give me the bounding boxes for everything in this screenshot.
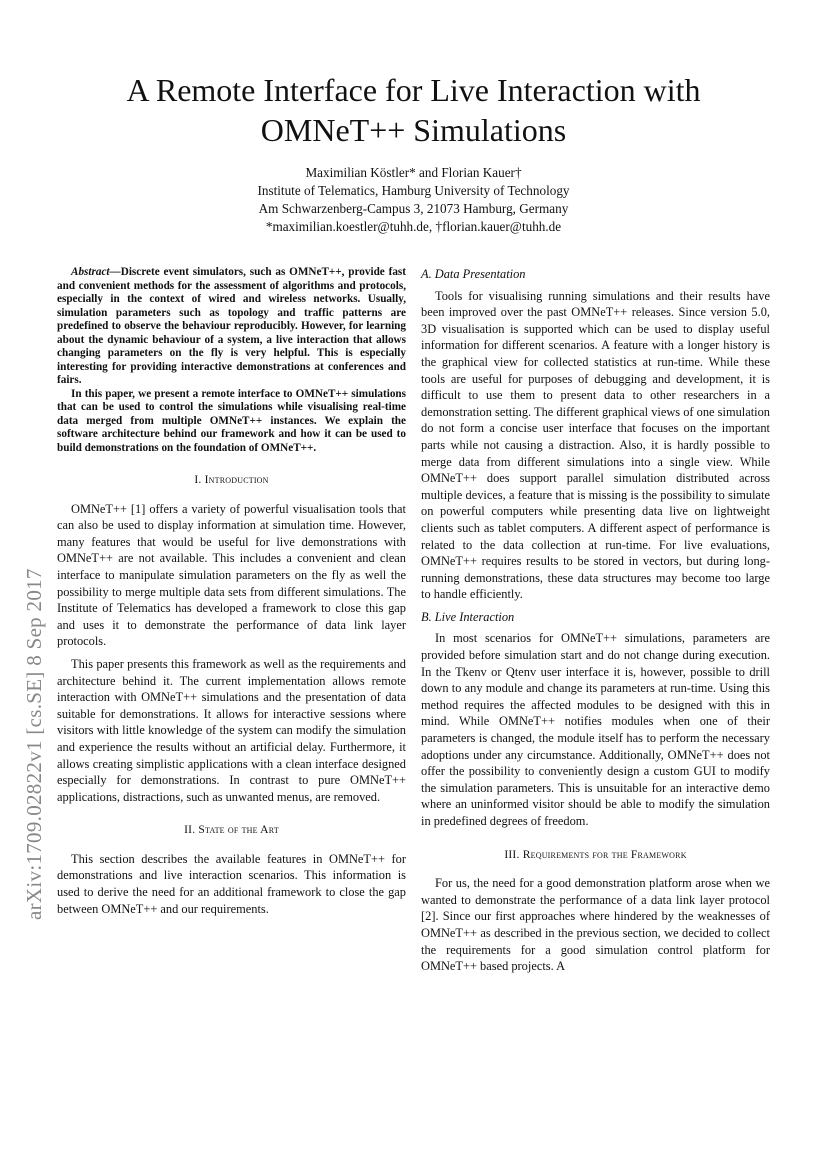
author-affiliation: Institute of Telematics, Hamburg University of Technology (257, 183, 570, 198)
intro-paragraph-2: This paper presents this framework as well as the requirements and architecture behind it. The current implementation allows remote interaction with OMNeT++ simulations and the presentation of data suitable for demonstrations. It allows for interactive sessions where visitors with little knowledge of the system can modify the simulation and experience the results without an artificial delay. Furthermore, it allows creating simplistic applications with a clean interface designed especially for demonstrations. In contrast to pure OMNeT++ applications, distractions, such as unwanted menus, are removed. (57, 656, 406, 804)
state-paragraph-1: This section describes the available features in OMNeT++ for demonstrations and live interaction scenarios. This information is used to derive the need for an additional framework to close the gap between OMNeT++ and our requirements. (57, 851, 406, 916)
live-interaction-paragraph: In most scenarios for OMNeT++ simulations, parameters are provided before simulation start and do not change during execution. In the Tkenv or Qtenv user interface it is, however, possible to drill down to any module and change its parameters at run-time. Using this method requires the affected modules to be designed with this in mind. While OMNeT++ notifies modules when one of their parameters is changed, the module itself has to perform the necessary adoptions under any circumstance. Additionally, OMNeT++ does not offer the possibility to conveniently design a custom GUI to modify the simulation parameters. This is unsuitable for an interactive demo where an uninformed visitor should be able to modify the simulation in predefined degrees of freedom. (421, 631, 770, 828)
section-heading-introduction: I. Introduction (194, 473, 269, 486)
author-emails: *maximilian.koestler@tuhh.de, †florian.kauer@tuhh.de (265, 219, 562, 234)
author-block (100, 164, 727, 236)
subsection-heading-live-interaction: B. Live Interaction (421, 609, 515, 624)
data-presentation-paragraph: Tools for visualising running simulations and their results have been improved over the past OMNeT++ releases. Since version 5.0, 3D visualisation is supported which can be used to display useful information for different scenarios. A feature with a longer history is the graphical view for collected statistics at run-time. While these tools are useful for purposes of debugging and development, it is difficult to use them to present data to other researchers in a demonstration setting. The different graphical views of one simulation do not form a concise user interface that focuses on the important parts while not causing a distraction. Also, it is hardly possible to merge data from different simulations into a single view. While OMNeT++ does support parallel simulation distributed across multiple devices, a feature that is missing is the possibility to simulate on powerful computers while presenting data live on lightweight clients such as tablet computers. A different aspect of performance is related to the data collection at run-time. For live evaluations, OMNeT++ requires results to be stored in vectors, but during long-running demonstrations, these data structures may become too large to handle efficiently. (421, 288, 770, 602)
intro-paragraph-1: OMNeT++ [1] offers a variety of powerful visualisation tools that can also be used to display information at simulation time. However, many features that would be useful for live demonstrations with OMNeT++ are not available. This includes a convenient and clean interface to manipulate simulation parameters on the fly as well the possibility to merge multiple data sets from different simulations. The Institute of Telematics has developed a framework to close this gap and uses it to demonstrate the performance of data link layer protocols. (57, 501, 406, 649)
right-column (421, 266, 770, 975)
abstract-paragraph-2: In this paper, we present a remote interface to OMNeT++ simulations that can be used to control the simulations while visualising real-time data merged from multiple OMNeT++ instances. We explain the software architecture behind our framework and how it can be used to build demonstrations on the foundation of OMNeT++. (57, 387, 406, 454)
author-names: Maximilian Köstler* and Florian Kauer† (305, 165, 522, 180)
section-heading-state-of-the-art: II. State of the Art (184, 823, 279, 837)
abstract-text-1: Discrete event simulators, such as OMNeT++, provide fast and convenient methods for the assessment of algorithms and protocols, especially in the context of wired and wireless networks. Usually, simulation parameters such as topology and traffic patterns are predefined to observe the behaviour reproducibly. However, for learning about the dynamic behaviour of a system, a live interaction that allows changing parameters on the fly is very helpful. This is especially interesting for providing interactive demonstrations at conferences and fairs. (57, 266, 406, 386)
section-heading-requirements: III. Requirements for the Framework (504, 847, 687, 861)
abstract (57, 266, 406, 455)
left-column (57, 266, 406, 917)
subsection-heading-data-presentation: A. Data Presentation (421, 267, 526, 281)
arxiv-stamp: arXiv:1709.02822v1 [cs.SE] 8 Sep 2017 (22, 568, 46, 920)
abstract-paragraph-1 (57, 266, 406, 388)
paper-title: A Remote Interface for Live Interaction with OMNeT++ Simulations (126, 72, 701, 148)
abstract-label: Abstract— (71, 266, 121, 278)
author-address: Am Schwarzenberg-Campus 3, 21073 Hamburg, Germany (258, 201, 569, 216)
requirements-paragraph: For us, the need for a good demonstration platform arose when we wanted to demonstrate the performance of a data link layer protocol [2]. Since our first approaches where hindered by the weaknesses of OMNeT++ as described in the previous section, we decided to collect the requirements for a good simulation control platform for OMNeT++ based projects. A (421, 876, 770, 974)
